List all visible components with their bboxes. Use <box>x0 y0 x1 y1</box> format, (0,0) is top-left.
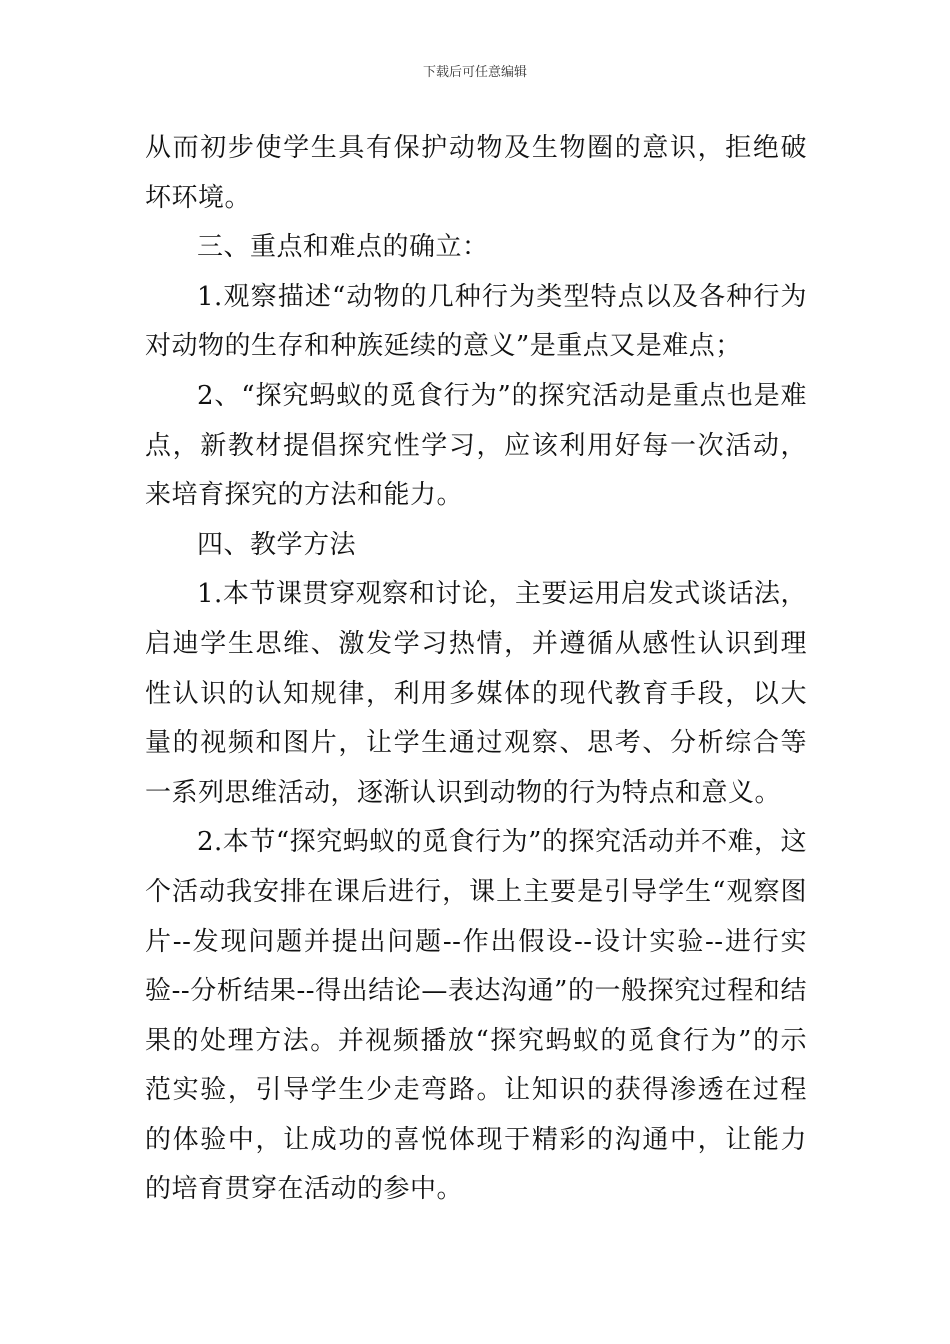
section-heading-teaching-methods: 四、教学方法 <box>197 529 357 560</box>
paragraph-method-1: 1.本节课贯穿观察和讨论，主要运用启发式谈话法，启迪学生思维、激发学习热情，并遵循从感性认识到理性认识的认知规律，利用多媒体的现代教育手段，以大量的视频和图片，让学生通过观察、思考、分析综合等一系列思维活动，逐渐认识到动物的行为特点和意义。 <box>145 579 807 808</box>
page-header-note: 下载后可任意编辑 <box>422 65 527 80</box>
paragraph-method-2: 2.本节“探究蚂蚁的觅食行为”的探究活动并不难，这个活动我安排在课后进行，课上主要是引导学生“观察图片--发现问题并提出问题--作出假设--设计实验--进行实验--分析结果--得出结论—表达沟通”的一般探究过程和结果的处理方法。并视频播放“探究蚂蚁的觅食行为”的示范实验，引导学生少走弯路。让知识的获得渗透在过程的体验中，让成功的喜悦体现于精彩的沟通中，让能力的培育贯穿在活动的参中。 <box>145 827 807 1205</box>
paragraph-key-point-1: 1.观察描述“动物的几种行为类型特点以及各种行为对动物的生存和种族延续的意义”是重点又是难点； <box>145 281 807 362</box>
paragraph-intro-continuation: 从而初步使学生具有保护动物及生物圈的意识，拒绝破坏环境。 <box>145 133 807 213</box>
paragraph-key-point-2: 2、“探究蚂蚁的觅食行为”的探究活动是重点也是难点，新教材提倡探究性学习，应该利用好每一次活动，来培育探究的方法和能力。 <box>145 380 807 511</box>
section-heading-key-points: 三、重点和难点的确立： <box>197 232 489 263</box>
document-body <box>145 124 807 1215</box>
